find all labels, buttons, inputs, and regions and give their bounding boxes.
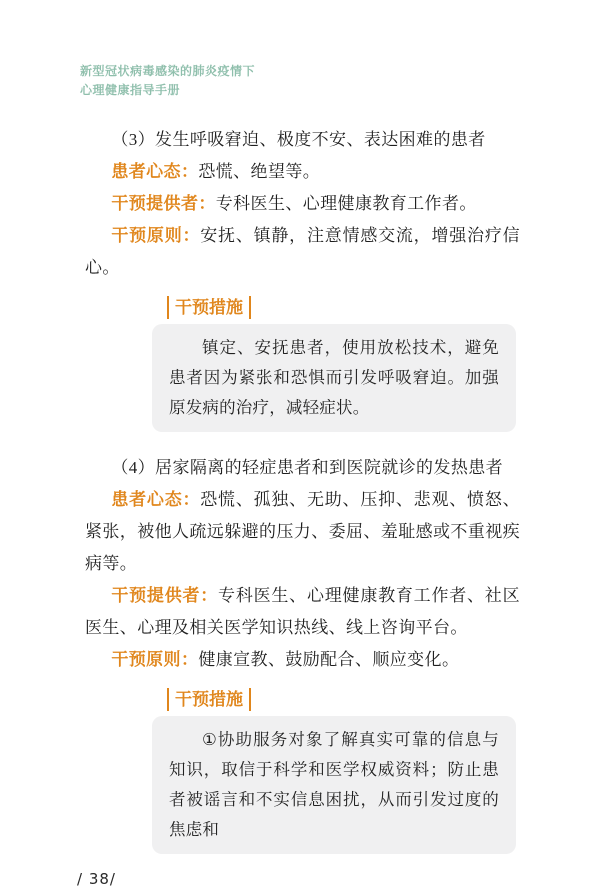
field-label: 干预提供者： bbox=[111, 194, 216, 213]
field-text: 专科医生、心理健康教育工作者。 bbox=[215, 194, 477, 213]
section-3-intervention-principle bbox=[85, 220, 520, 284]
section-4-intervention-provider bbox=[85, 580, 520, 644]
field-label: 患者心态： bbox=[111, 490, 201, 509]
field-label: 干预提供者： bbox=[111, 586, 219, 605]
field-text: 专科医生、心理健康教育工作者、社区医生、心理及相关医学知识热线、线上咨询平台。 bbox=[85, 586, 520, 637]
section-4 bbox=[85, 452, 520, 854]
section-3-measures-box: 镇定、安抚患者，使用放松技术，避免患者因为紧张和恐惧而引发呼吸窘迫。加强原发病的治疗，减轻症状。 bbox=[152, 324, 516, 432]
field-text: 安抚、镇静，注意情感交流，增强治疗信心。 bbox=[85, 226, 520, 277]
field-label: 患者心态： bbox=[111, 162, 199, 181]
section-4-patient-mentality bbox=[85, 484, 520, 580]
measures-title-badge: 干预措施 bbox=[167, 296, 251, 319]
document-header bbox=[80, 62, 520, 100]
section-3-patient-mentality bbox=[85, 156, 520, 188]
section-3-heading: （3）发生呼吸窘迫、极度不安、表达困难的患者 bbox=[111, 130, 486, 149]
field-text: 健康宣教、鼓励配合、顺应变化。 bbox=[198, 650, 460, 669]
field-label: 干预原则： bbox=[111, 226, 201, 245]
page-number: / 38/ bbox=[77, 870, 116, 888]
header-line-1: 新型冠状病毒感染的肺炎疫情下 bbox=[80, 64, 256, 78]
section-4-measures-title-row bbox=[167, 688, 520, 711]
field-text: 恐慌、绝望等。 bbox=[198, 162, 321, 181]
section-4-intervention-principle bbox=[85, 644, 520, 676]
section-3-intervention-provider bbox=[85, 188, 520, 220]
section-4-measures-box: ①协助服务对象了解真实可靠的信息与知识，取信于科学和医学权威资料；防止患者被谣言和不实信息困扰，从而引发过度的焦虑和 bbox=[152, 716, 516, 854]
measures-title-badge: 干预措施 bbox=[167, 688, 251, 711]
section-4-heading: （4）居家隔离的轻症患者和到医院就诊的发热患者 bbox=[111, 458, 504, 477]
header-line-2: 心理健康指导手册 bbox=[80, 83, 181, 97]
field-text: 恐慌、孤独、无助、压抑、悲观、愤怒、紧张，被他人疏远躲避的压力、委屈、羞耻感或不重视疾病等。 bbox=[85, 490, 520, 573]
field-label: 干预原则： bbox=[111, 650, 199, 669]
section-3-measures-title-row bbox=[167, 296, 520, 319]
section-3 bbox=[85, 124, 520, 432]
